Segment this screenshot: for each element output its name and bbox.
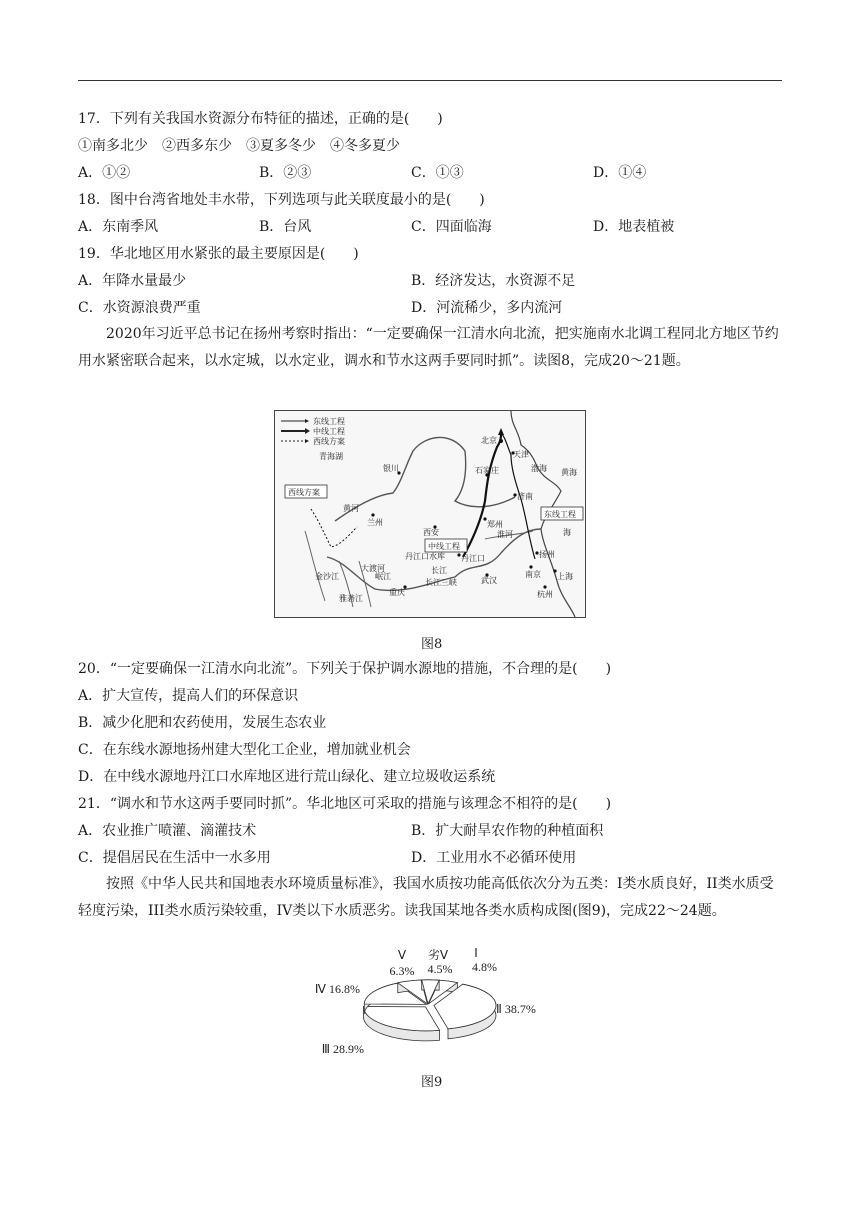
svg-text:济南: 济南 bbox=[517, 492, 533, 501]
passage-1: 2020年习近平总书记在扬州考察时指出：“一定要确保一江清水向北流，把实施南水北调工程同北方地区节约用水紧密联合起来，以水定城，以水定业，调水和节水这两手要同时抓”。读图8，完成20～21题。 bbox=[78, 326, 779, 369]
pie-label-4: 6.3% bbox=[389, 964, 415, 978]
pie-label-1: Ⅱ 38.7% bbox=[496, 1002, 536, 1016]
passage-2: 按照《中华人民共和国地表水环境质量标准》，我国水质按功能高低依次分为五类：I类水质良好，II类水质受轻度污染，III类水质污染较重，IV类以下水质恶劣。读我国某地各类水质构成图(图9)，完成22～24题。 bbox=[78, 876, 774, 919]
q18-option-a[interactable]: A．东南季风 bbox=[78, 219, 159, 235]
label-west-scheme: 西线方案 bbox=[288, 488, 320, 497]
q18-option-d[interactable]: D．地表植被 bbox=[593, 219, 675, 235]
pie-label-5: 4.5% bbox=[427, 962, 453, 976]
svg-text:丹江口水库: 丹江口水库 bbox=[405, 552, 445, 561]
water-quality-pie bbox=[300, 945, 560, 1065]
svg-text:兰州: 兰州 bbox=[367, 518, 383, 527]
svg-text:南京: 南京 bbox=[525, 570, 541, 579]
q18-option-c[interactable]: C．四面临海 bbox=[411, 219, 492, 235]
svg-text:长江三峡: 长江三峡 bbox=[425, 578, 457, 587]
q20-option-d[interactable]: D．在中线水源地丹江口水库地区进行荒山绿化、建立垃圾收运系统 bbox=[78, 769, 496, 785]
q18-stem: 18．图中台湾省地处丰水带，下列选项与此关联度最小的是( ) bbox=[78, 192, 485, 208]
svg-text:渤海: 渤海 bbox=[531, 464, 547, 473]
svg-text:岷江: 岷江 bbox=[375, 572, 391, 581]
legend-west: 西线方案 bbox=[313, 437, 345, 446]
svg-text:西安: 西安 bbox=[423, 528, 439, 537]
figure-8-caption: 图8 bbox=[421, 637, 443, 652]
q19-option-b[interactable]: B．经济发达，水资源不足 bbox=[411, 273, 576, 289]
svg-text:石家庄: 石家庄 bbox=[475, 466, 499, 475]
svg-text:杭州: 杭州 bbox=[537, 590, 553, 599]
pie-label-3: Ⅳ 16.8% bbox=[314, 982, 360, 996]
q20-option-a[interactable]: A．扩大宣传，提高人们的环保意识 bbox=[78, 688, 299, 704]
q18-option-b[interactable]: B．台风 bbox=[259, 219, 312, 235]
map-svg bbox=[275, 411, 585, 617]
svg-text:长江: 长江 bbox=[431, 566, 447, 575]
map-legend bbox=[281, 416, 345, 446]
q20-option-b[interactable]: B．减少化肥和农药使用，发展生态农业 bbox=[78, 715, 327, 731]
q17-option-d[interactable]: D．①④ bbox=[593, 165, 647, 181]
pie-label-2: Ⅲ 28.9% bbox=[321, 1042, 364, 1056]
label-east-line: 东线工程 bbox=[544, 510, 576, 519]
q19-option-d[interactable]: D．河流稀少，多内流河 bbox=[411, 300, 563, 316]
svg-text:金沙江: 金沙江 bbox=[315, 572, 339, 581]
south-north-water-map bbox=[274, 410, 586, 618]
pie-category-5: 劣Ⅴ bbox=[427, 948, 449, 962]
svg-text:青海湖: 青海湖 bbox=[319, 452, 343, 461]
q19-option-c[interactable]: C．水资源浪费严重 bbox=[78, 300, 201, 316]
svg-text:重庆: 重庆 bbox=[389, 588, 405, 597]
q20-option-c[interactable]: C．在东线水源地扬州建大型化工企业，增加就业机会 bbox=[78, 742, 411, 758]
west-route bbox=[311, 509, 357, 547]
figure-9-caption: 图9 bbox=[421, 1075, 443, 1090]
svg-text:扬州: 扬州 bbox=[539, 550, 555, 559]
q17-option-c[interactable]: C．①③ bbox=[411, 165, 464, 181]
q19-option-a[interactable]: A．年降水量最少 bbox=[78, 273, 187, 289]
q21-stem: 21．“调水和节水这两手要同时抓”。华北地区可采取的措施与该理念不相符的是( ) bbox=[78, 796, 612, 812]
q17-option-b[interactable]: B．②③ bbox=[259, 165, 312, 181]
pie-label-0: 4.8% bbox=[472, 960, 497, 974]
legend-middle: 中线工程 bbox=[313, 427, 345, 436]
q21-option-b[interactable]: B．扩大耐旱农作物的种植面积 bbox=[411, 823, 604, 839]
svg-text:天津: 天津 bbox=[513, 450, 529, 459]
svg-text:武汉: 武汉 bbox=[481, 576, 497, 585]
svg-text:上海: 上海 bbox=[557, 572, 573, 581]
q17-items: ①南多北少 ②西多东少 ③夏多冬少 ④冬多夏少 bbox=[78, 138, 400, 154]
legend-east: 东线工程 bbox=[313, 417, 345, 426]
header-rule bbox=[78, 80, 782, 81]
pie-category-0: Ⅰ bbox=[474, 946, 478, 960]
svg-text:丹江口: 丹江口 bbox=[461, 554, 485, 563]
svg-text:海: 海 bbox=[563, 528, 571, 537]
svg-text:郑州: 郑州 bbox=[487, 520, 503, 529]
q17-stem: 17．下列有关我国水资源分布特征的描述，正确的是( ) bbox=[78, 111, 443, 127]
q20-stem: 20．“一定要确保一江清水向北流”。下列关于保护调水源地的措施，不合理的是( ) bbox=[78, 661, 612, 677]
pie-category-4: Ⅴ bbox=[397, 948, 407, 962]
q21-option-d[interactable]: D．工业用水不必循环使用 bbox=[411, 850, 577, 866]
q21-option-a[interactable]: A．农业推广喷灌、滴灌技术 bbox=[78, 823, 257, 839]
q17-option-a[interactable]: A．①② bbox=[78, 165, 131, 181]
svg-text:北京: 北京 bbox=[481, 436, 497, 445]
q21-option-c[interactable]: C．提倡居民在生活中一水多用 bbox=[78, 850, 271, 866]
svg-text:淮河: 淮河 bbox=[497, 530, 513, 539]
q19-stem: 19．华北地区用水紧张的最主要原因是( ) bbox=[78, 246, 359, 262]
svg-text:雅砻江: 雅砻江 bbox=[339, 594, 363, 603]
svg-text:黄海: 黄海 bbox=[561, 468, 577, 477]
svg-text:银川: 银川 bbox=[383, 464, 399, 473]
label-middle-line: 中线工程 bbox=[428, 542, 460, 551]
middle-route bbox=[463, 433, 501, 557]
svg-text:大渡河: 大渡河 bbox=[361, 564, 385, 573]
svg-text:黄河: 黄河 bbox=[343, 504, 359, 513]
